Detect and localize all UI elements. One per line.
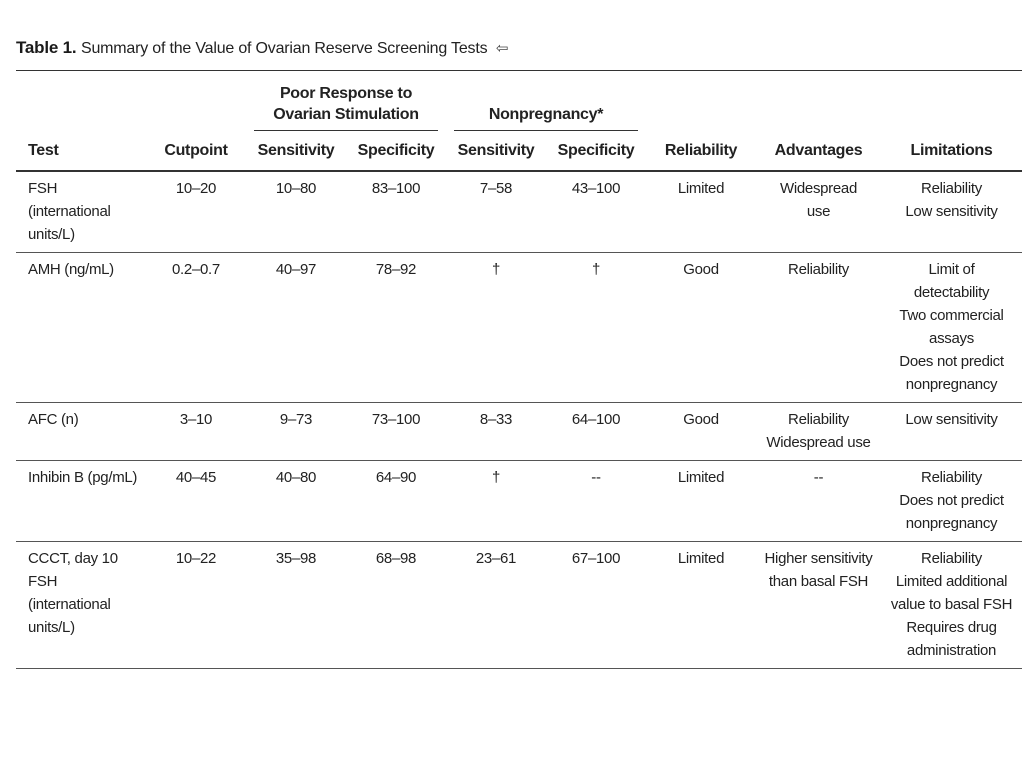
cell-test: FSH (international units/L) bbox=[16, 171, 146, 253]
cell-cutpoint: 0.2–0.7 bbox=[146, 253, 246, 403]
col-header-advantages: Advantages bbox=[756, 131, 881, 171]
col-header-np-specificity: Specificity bbox=[546, 131, 646, 171]
cell-reliability: Limited bbox=[646, 542, 756, 669]
table-row bbox=[16, 403, 1022, 461]
cell-advantages: Widespread use bbox=[756, 171, 881, 253]
cell-np-sensitivity: † bbox=[446, 253, 546, 403]
col-header-cutpoint: Cutpoint bbox=[146, 131, 246, 171]
col-header-test: Test bbox=[16, 131, 146, 171]
cell-cutpoint: 40–45 bbox=[146, 461, 246, 542]
cell-poor-specificity: 73–100 bbox=[346, 403, 446, 461]
table-caption bbox=[16, 38, 508, 58]
table-title: Summary of the Value of Ovarian Reserve Screening Tests bbox=[80, 40, 488, 57]
cell-poor-sensitivity: 40–97 bbox=[246, 253, 346, 403]
cell-poor-specificity: 83–100 bbox=[346, 171, 446, 253]
cell-poor-sensitivity: 35–98 bbox=[246, 542, 346, 669]
table-row bbox=[16, 542, 1022, 669]
cell-limitations: Reliability Does not predict nonpregnancy bbox=[881, 461, 1022, 542]
cell-cutpoint: 10–20 bbox=[146, 171, 246, 253]
table-row bbox=[16, 171, 1022, 253]
col-header-limitations: Limitations bbox=[881, 131, 1022, 171]
back-arrow-icon[interactable]: ⇦ bbox=[495, 40, 509, 57]
col-header-np-sensitivity: Sensitivity bbox=[446, 131, 546, 171]
group-header-row bbox=[16, 71, 1022, 132]
cell-limitations: Reliability Limited additional value to basal FSH Requires drug administration bbox=[881, 542, 1022, 669]
cell-np-sensitivity: 7–58 bbox=[446, 171, 546, 253]
cell-poor-sensitivity: 9–73 bbox=[246, 403, 346, 461]
cell-limitations: Reliability Low sensitivity bbox=[881, 171, 1022, 253]
cell-poor-sensitivity: 40–80 bbox=[246, 461, 346, 542]
table-row bbox=[16, 253, 1022, 403]
cell-cutpoint: 3–10 bbox=[146, 403, 246, 461]
cell-np-sensitivity: 8–33 bbox=[446, 403, 546, 461]
cell-np-sensitivity: † bbox=[446, 461, 546, 542]
group-header-poor-response: Poor Response to Ovarian Stimulation bbox=[246, 71, 446, 132]
cell-reliability: Limited bbox=[646, 461, 756, 542]
column-header-row bbox=[16, 131, 1022, 171]
table-label: Table 1. bbox=[16, 38, 77, 57]
cell-poor-specificity: 78–92 bbox=[346, 253, 446, 403]
cell-np-specificity: 43–100 bbox=[546, 171, 646, 253]
cell-test: AFC (n) bbox=[16, 403, 146, 461]
cell-reliability: Good bbox=[646, 403, 756, 461]
cell-np-specificity: † bbox=[546, 253, 646, 403]
cell-np-sensitivity: 23–61 bbox=[446, 542, 546, 669]
cell-np-specificity: 67–100 bbox=[546, 542, 646, 669]
cell-poor-sensitivity: 10–80 bbox=[246, 171, 346, 253]
table-row bbox=[16, 461, 1022, 542]
group-header-nonpregnancy: Nonpregnancy* bbox=[446, 71, 646, 132]
cell-test: CCCT, day 10 FSH (international units/L) bbox=[16, 542, 146, 669]
cell-advantages: Reliability Widespread use bbox=[756, 403, 881, 461]
cell-poor-specificity: 64–90 bbox=[346, 461, 446, 542]
cell-np-specificity: 64–100 bbox=[546, 403, 646, 461]
cell-cutpoint: 10–22 bbox=[146, 542, 246, 669]
cell-test: Inhibin B (pg/mL) bbox=[16, 461, 146, 542]
cell-advantages: Higher sensitivity than basal FSH bbox=[756, 542, 881, 669]
col-header-poor-sensitivity: Sensitivity bbox=[246, 131, 346, 171]
summary-table bbox=[16, 70, 1022, 669]
cell-advantages: -- bbox=[756, 461, 881, 542]
cell-np-specificity: -- bbox=[546, 461, 646, 542]
table-body bbox=[16, 171, 1022, 669]
cell-advantages: Reliability bbox=[756, 253, 881, 403]
cell-test: AMH (ng/mL) bbox=[16, 253, 146, 403]
cell-reliability: Good bbox=[646, 253, 756, 403]
col-header-poor-specificity: Specificity bbox=[346, 131, 446, 171]
cell-limitations: Low sensitivity bbox=[881, 403, 1022, 461]
cell-poor-specificity: 68–98 bbox=[346, 542, 446, 669]
cell-reliability: Limited bbox=[646, 171, 756, 253]
cell-limitations: Limit of detectability Two commercial assays Does not predict nonpregnancy bbox=[881, 253, 1022, 403]
col-header-reliability: Reliability bbox=[646, 131, 756, 171]
